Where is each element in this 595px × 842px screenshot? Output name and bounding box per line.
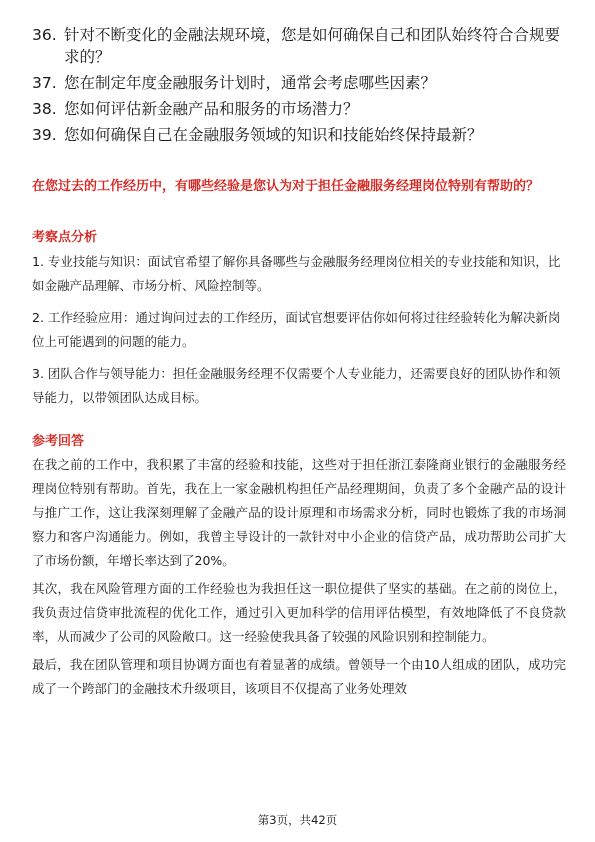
answer-body — [32, 453, 566, 701]
analysis-point: 3. 团队合作与领导能力：担任金融服务经理不仅需要个人专业能力，还需要良好的团队协作和领导能力，以带领团队达成目标。 — [32, 366, 561, 405]
question-text: 针对不断变化的金融法规环境，您是如何确保自己和团队始终符合合规要求的？ — [64, 26, 561, 66]
question-text: 您如何确保自己在金融服务领域的知识和技能始终保持最新？ — [64, 126, 483, 144]
answer-paragraph: 其次，我在风险管理方面的工作经验也为我担任这一职位提供了坚实的基础。在之前的岗位上，我负责过信贷审批流程的优化工作，通过引入更加科学的信用评估模型，有效地降低了不良贷款率，从而减少了公司的风险敞口。这一经验使我具备了较强的风险识别和控制能力。 — [32, 581, 566, 644]
question-number: 37. — [32, 74, 57, 92]
question-number: 38. — [32, 100, 57, 118]
answer-paragraph: 最后，我在团队管理和项目协调方面也有着显著的成绩。曾领导一个由10人组成的团队，成功完成了一个跨部门的金融技术升级项目，该项目不仅提高了业务处理效 — [32, 657, 566, 696]
question-number: 39. — [32, 126, 57, 144]
question-number: 36. — [32, 26, 57, 44]
question-item — [32, 24, 572, 68]
answer-paragraph: 在我之前的工作中，我积累了丰富的经验和技能，这些对于担任浙江泰隆商业银行的金融服务经理岗位特别有帮助。首先，我在上一家金融机构担任产品经理期间，负责了多个金融产品的设计与推广工作，这让我深刻理解了金融产品的设计原理和市场需求分析，同时也锻炼了我的市场洞察力和客户沟通能力。例如，我曾主导设计的一款针对中小企业的信贷产品，成功帮助公司扩大了市场份额，年增长率达到了20%。 — [32, 457, 566, 568]
question-item — [32, 98, 572, 120]
highlight-question: 在您过去的工作经历中，有哪些经验是您认为对于担任金融服务经理岗位特别有帮助的？ — [32, 179, 540, 194]
analysis-point: 2. 工作经验应用：通过询问过去的工作经历，面试官想要评估你如何将过往经验转化为解决新岗位上可能遇到的问题的能力。 — [32, 310, 561, 349]
analysis-heading: 考察点分析 — [32, 230, 98, 245]
question-text: 您在制定年度金融服务计划时，通常会考虑哪些因素？ — [64, 74, 437, 92]
question-item — [32, 72, 572, 94]
question-list — [32, 24, 572, 150]
page-footer: 第3页，共42页 — [257, 813, 338, 827]
analysis-point: 1. 专业技能与知识：面试官希望了解你具备哪些与金融服务经理岗位相关的专业技能和知识，比如金融产品理解、市场分析、风险控制等。 — [32, 254, 561, 293]
answer-heading: 参考回答 — [32, 434, 85, 449]
question-item — [32, 124, 572, 146]
question-text: 您如何评估新金融产品和服务的市场潜力？ — [64, 100, 359, 118]
